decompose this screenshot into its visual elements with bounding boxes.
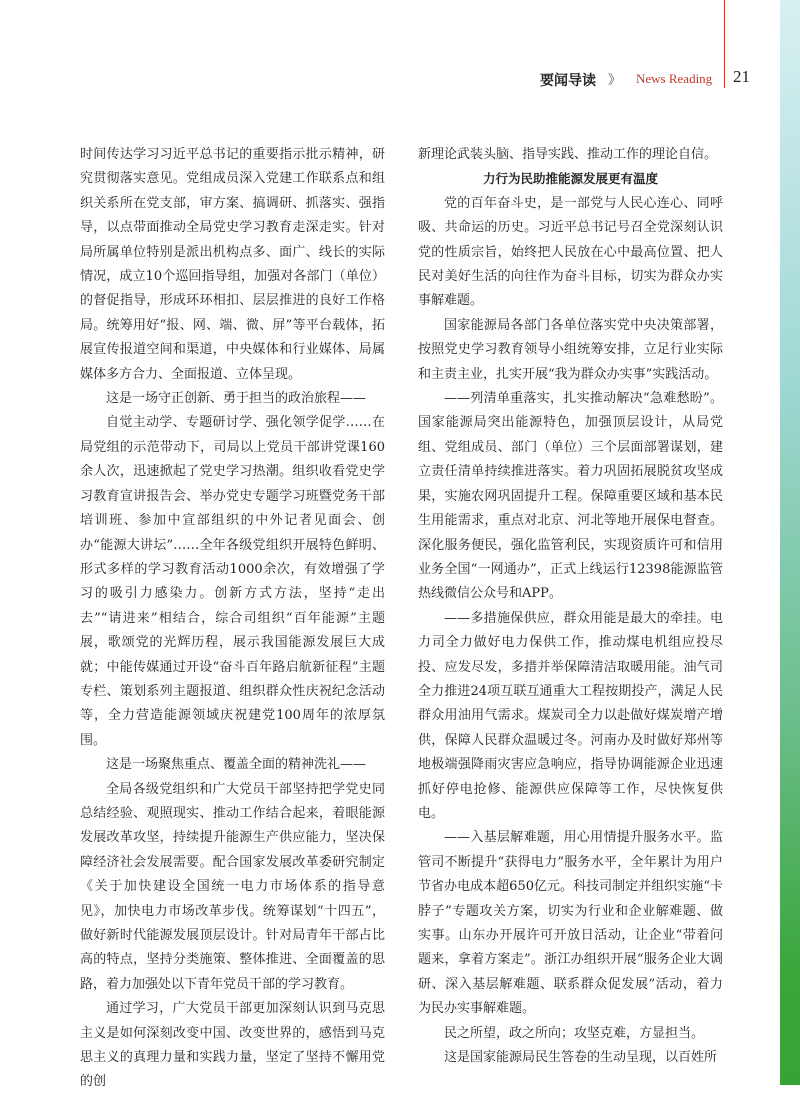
paragraph: 自觉主动学、专题研讨学、强化领学促学……在局党组的示范带动下，司局以上党员干部讲党课160余人次，迅速掀起了党史学习热潮。组织收看党史学习教育宣讲报告会、举办党史专题学习班暨党务干部培训班、参加中宣部组织的中外记者见面会、创办“能源大讲坛”……全年各级党组织开展特色鲜明、形式多样的学习教育活动1000余次，有效增强了学习的吸引力感染力。创新方式方法，坚持“走出去”“请进来”相结合，综合司组织“百年能源”主题展，歌颂党的光辉历程，展示我国能源发展巨大成就；中能传媒通过开设“奋斗百年路启航新征程”主题专栏、策划系列主题报道、组织群众性庆祝纪念活动等，全力营造能源领域庆祝建党100周年的浓厚氛围。 xyxy=(80,415,385,748)
paragraph: 时间传达学习习近平总书记的重要指示批示精神，研究贯彻落实意见。党组成员深入党建工作联系点和组织关系所在党支部，审方案、搞调研、抓落实、强指导，以点带面推动全局党史学习教育走深走实。针对局所属单位特别是派出机构点多、面广、线长的实际情况，成立10个巡回指导组，加强对各部门（单位）的督促指导，形成环环相扣、层层推进的良好工作格局。统筹用好“报、网、端、微、屏”等平台载体，拓展宣传报道空间和渠道，中央媒体和行业媒体、局属媒体多方合力、全面报道、立体呈现。 xyxy=(80,147,385,382)
right-column xyxy=(418,143,723,1070)
paragraph: ——入基层解难题，用心用情提升服务水平。监管司不断提升“获得电力”服务水平，全年累计为用户节省办电成本超650亿元。科技司制定并组织实施“卡脖子”专题攻关方案，切实为行业和企业解难题、做实事。山东办开展许可开放日活动，让企业“带着问题来，拿着方案走”。浙江办组织开展“服务企业大调研、深入基层解难题、联系群众促发展”活动，着力为民办实事解难题。 xyxy=(418,830,723,1017)
paragraph: 新理论武装头脑、指导实践、推动工作的理论自信。 xyxy=(418,147,718,162)
section-title: 要闻导读 xyxy=(540,73,596,89)
paragraph: 党的百年奋斗史，是一部党与人民心连心、同呼吸、共命运的历史。习近平总书记号召全党深刻认识党的性质宗旨，始终把人民放在心中最高位置、把人民对美好生活的向往作为奋斗目标，切实为群众办实事解难题。 xyxy=(418,195,723,309)
paragraph: 国家能源局各部门各单位落实党中央决策部署，按照党史学习教育领导小组统筹安排，立足行业实际和主责主业，扎实开展“我为群众办实事”实践活动。 xyxy=(418,317,723,382)
paragraph: 通过学习，广大党员干部更加深刻认识到马克思主义是如何深刻改变中国、改变世界的，感悟到马克思主义的真理力量和实践力量，坚定了坚持不懈用党的创 xyxy=(80,1001,385,1090)
left-column xyxy=(80,143,385,1095)
paragraph: ——多措施保供应，群众用能是最大的牵挂。电力司全力做好电力保供工作，推动煤电机组应投尽投、应发尽发，多措并举保障清洁取暖用能。油气司全力推进24项互联互通重大工程按期投产，满足人民群众用油用气需求。煤炭司全力以赴做好煤炭增产增供，保障人民群众温暖过冬。河南办及时做好郑州等地极端强降雨灾害应急响应，指导协调能源企业迅速抓好停电抢修、能源供应保障等工作，尽快恢复供电。 xyxy=(418,610,723,821)
paragraph: 这是国家能源局民生答卷的生动呈现，以百姓所 xyxy=(444,1050,718,1066)
paragraph: 这是一场守正创新、勇于担当的政治旅程—— xyxy=(106,391,367,407)
double-chevron-icon: 》 xyxy=(608,73,620,88)
paragraph: 这是一场聚焦重点、覆盖全面的精神洗礼—— xyxy=(106,757,367,773)
section-heading: 力行为民助推能源发展更有温度 xyxy=(482,171,658,187)
page-header xyxy=(540,62,800,92)
paragraph: 全局各级党组织和广大党员干部坚持把学党史同总结经验、观照现实、推动工作结合起来，着眼能源发展改革攻坚，持续提升能源生产供应能力，坚决保障经济社会发展需要。配合国家发展改革委研究制定《关于加快建设全国统一电力市场体系的指导意见》，加快电力市场改革步伐。统筹谋划“十四五”，做好新时代能源发展顶层设计。针对局青年干部占比高的特点，坚持分类施策、整体推进、全面覆盖的思路，着力加强处以下青年党员干部的学习教育。 xyxy=(80,781,385,992)
paragraph: ——列清单重落实，扎实推动解决“急难愁盼”。国家能源局突出能源特色，加强顶层设计，从局党组、党组成员、部门（单位）三个层面部署谋划，建立责任清单持续推进落实。着力巩固拓展脱贫攻坚成果，实施农网巩固提升工程。保障重要区域和基本民生用能需求，重点对北京、河北等地开展保电督查。深化服务便民，强化监管利民，实现资质许可和信用业务全国“一网通办”，正式上线运行12398能源监管热线微信公众号和APP。 xyxy=(418,391,723,602)
page-number: 21 xyxy=(733,67,750,86)
paragraph: 民之所望，政之所向；攻坚克难，方显担当。 xyxy=(444,1025,705,1041)
section-title-en: News Reading xyxy=(636,71,713,86)
decorative-sidebar xyxy=(780,0,800,1085)
